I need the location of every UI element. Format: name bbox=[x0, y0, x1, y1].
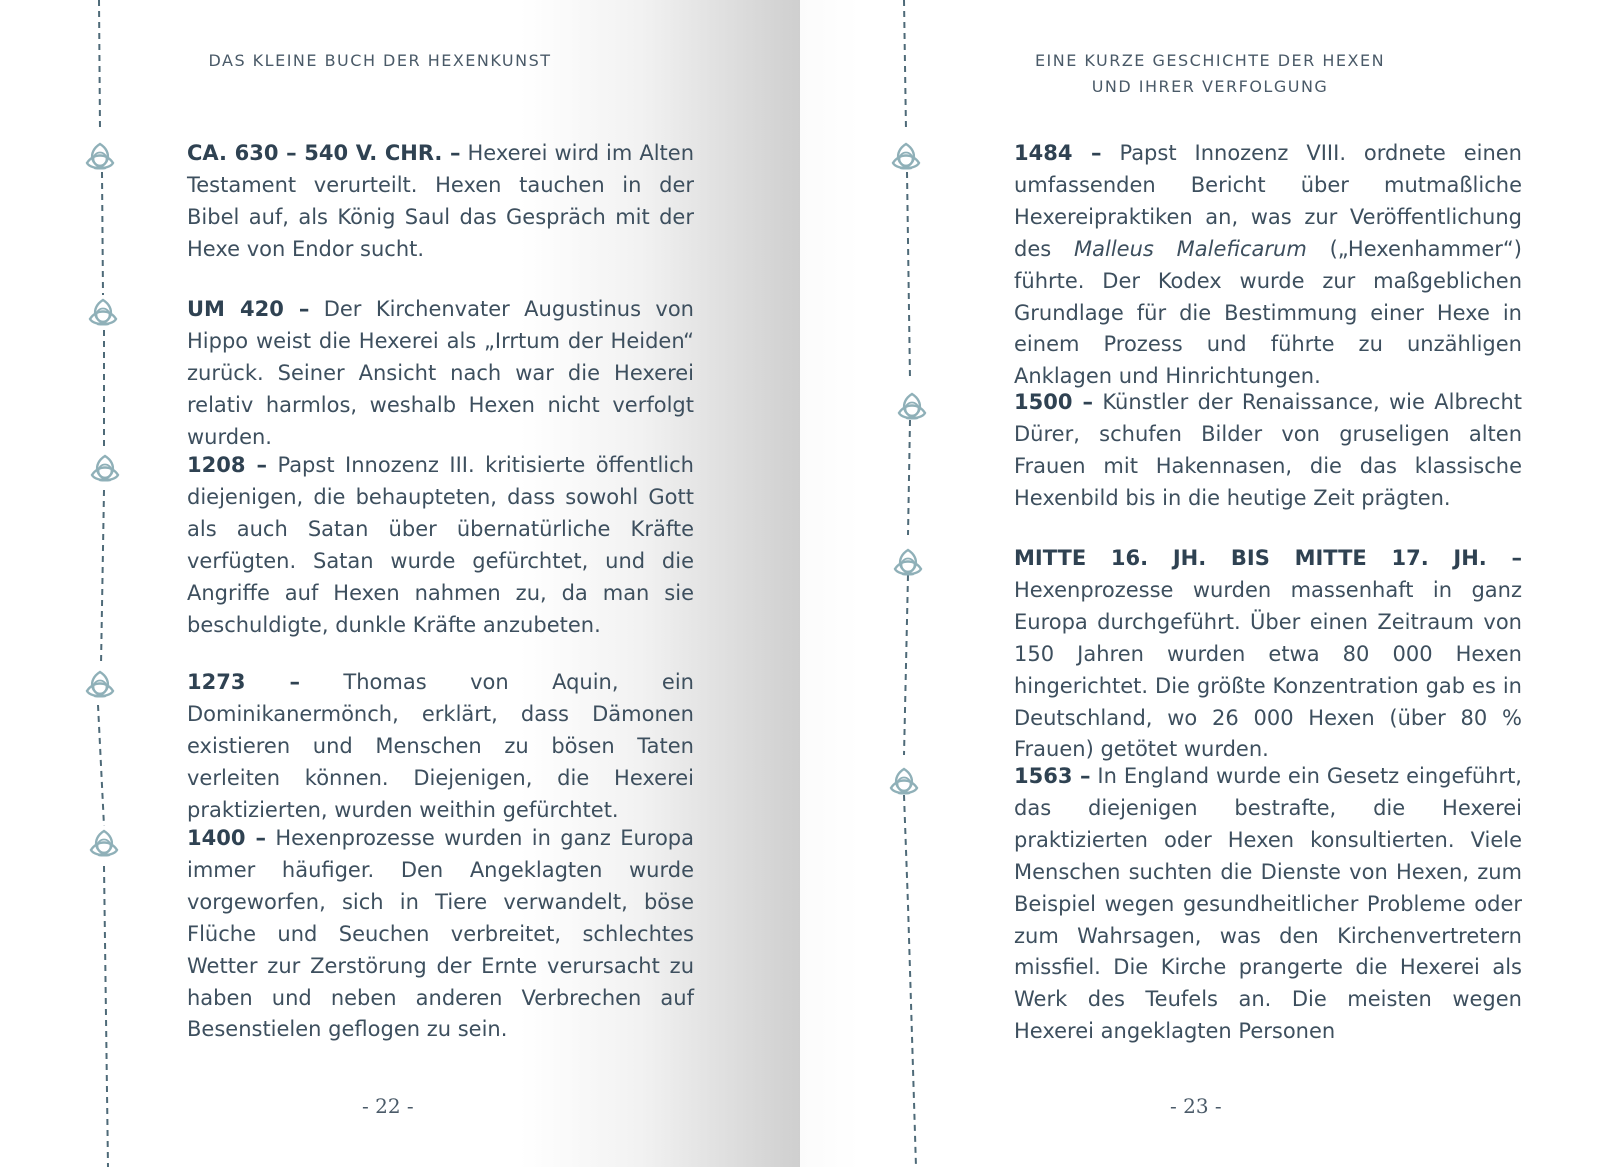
timeline-entry bbox=[1014, 543, 1522, 766]
entry-text: Papst Innozenz VIII. ordnete einen umfassenden Bericht über mutmaßliche Hexereipraktiken an, was zur Veröffentlichung des bbox=[1014, 141, 1522, 261]
timeline-entry bbox=[1014, 138, 1522, 393]
page-number: - 22 - bbox=[362, 1094, 414, 1118]
running-head-line-2: UND IHRER VERFOLGUNG bbox=[1091, 77, 1329, 96]
entry-text: Künstler der Renaissance, wie Albrecht Dürer, schufen Bilder von gruseligen alten Frauen mit Hakennasen, die das klassische Hexenbild bis in die heutige Zeit prägten. bbox=[1014, 390, 1522, 510]
triquetra-icon bbox=[895, 392, 929, 422]
timeline-entry bbox=[187, 823, 694, 1046]
timeline-entry bbox=[187, 667, 694, 827]
timeline-entry bbox=[187, 138, 694, 266]
entry-date: 1400 – bbox=[187, 826, 266, 850]
entry-date: UM 420 – bbox=[187, 297, 310, 321]
entry-date: 1563 – bbox=[1014, 764, 1091, 788]
running-head: DAS KLEINE BUCH DER HEXENKUNST bbox=[208, 51, 552, 70]
entry-text: Papst Innozenz III. kritisierte öffentlich diejenigen, die behaupteten, dass sowohl Gott als auch Satan über übernatürliche Kräfte verfügten. Satan wurde gefürchtet, und die Angriffe auf Hexen nahmen zu, da man sie beschuldigte, dunkle Kräfte anzubeten. bbox=[187, 453, 694, 637]
triquetra-icon bbox=[891, 548, 925, 578]
triquetra-icon bbox=[83, 670, 117, 700]
entry-date: 1484 – bbox=[1014, 141, 1102, 165]
entry-text: Hexenprozesse wurden in ganz Europa immer häufiger. Den Angeklagten wurde vorgeworfen, sich in Tiere verwandelt, böse Flüche und Seuchen verbreitet, schlechtes Wetter zur Zerstörung der Ernte verursacht zu haben und neben anderen Verbrechen auf Besenstielen geflogen zu sein. bbox=[187, 826, 694, 1042]
entry-text: Thomas von Aquin, ein Dominikanermönch, erklärt, dass Dämonen existieren und Menschen zu bösen Taten verleiten können. Diejenigen, die Hexerei praktizierten, wurden weithin gefürchtet. bbox=[187, 670, 694, 822]
timeline-entry bbox=[187, 450, 694, 641]
timeline-entry bbox=[1014, 387, 1522, 515]
triquetra-icon bbox=[88, 454, 122, 484]
triquetra-icon bbox=[889, 142, 923, 172]
entry-date: MITTE 16. JH. BIS MITTE 17. JH. – bbox=[1014, 546, 1522, 570]
entry-date: 1273 – bbox=[187, 670, 300, 694]
triquetra-icon bbox=[87, 829, 121, 859]
entry-text: Der Kirchenvater Augustinus von Hippo weist die Hexerei als „Irrtum der Heiden“ zurück. Seiner Ansicht nach war die Hexerei relativ harmlos, weshalb Hexen nicht verfolgt wurden. bbox=[187, 297, 694, 449]
page-number: - 23 - bbox=[1170, 1094, 1222, 1118]
entry-text: („Hexenhammer“) führte. Der Kodex wurde zur maßgeblichen Grundlage für die Bestimmung einer Hexe in einem Prozess und führte zu unzähligen Anklagen und Hinrichtungen. bbox=[1014, 236, 1522, 389]
book-title: Malleus Maleficarum bbox=[1074, 236, 1307, 261]
entry-text: In England wurde ein Gesetz eingeführt, das diejenigen bestrafte, die Hexerei praktizierten oder Hexen konsultierten. Viele Menschen suchten die Dienste von Hexen, zum Beispiel wegen gesundheitlicher Probleme oder zum Wahrsagen, was den Kirchenvertretern missfiel. Die Kirche prangerte die Hexerei als Werk des Teufels an. Die meisten wegen Hexerei angeklagten Personen bbox=[1014, 764, 1522, 1044]
entry-date: 1500 – bbox=[1014, 390, 1093, 414]
entry-text: Hexerei wird im Alten Testament verurteilt. Hexen tauchen in der Bibel auf, als König Saul das Gespräch mit der Hexe von Endor sucht. bbox=[187, 141, 695, 261]
right-page bbox=[800, 0, 1600, 1167]
triquetra-icon bbox=[887, 767, 921, 797]
triquetra-icon bbox=[83, 142, 117, 172]
dashed-timeline-line bbox=[800, 0, 940, 1167]
timeline-entry bbox=[187, 294, 694, 454]
running-head bbox=[1000, 48, 1420, 100]
entry-text: Hexenprozesse wurden massenhaft in ganz Europa durchgeführt. Über einen Zeitraum von 150 Jahren wurden etwa 80 000 Hexen hingerichtet. Die größte Konzentration gab es in Deutschland, wo 26 000 Hexen (über 80 % Frauen) getötet wurden. bbox=[1014, 577, 1522, 762]
running-head-line-1: EINE KURZE GESCHICHTE DER HEXEN bbox=[1034, 51, 1386, 70]
entry-date: 1208 – bbox=[187, 453, 268, 477]
entry-date: CA. 630 – 540 V. CHR. – bbox=[187, 141, 461, 165]
triquetra-icon bbox=[86, 298, 120, 328]
timeline-entry bbox=[1014, 761, 1522, 1048]
dashed-timeline-line bbox=[0, 0, 140, 1167]
